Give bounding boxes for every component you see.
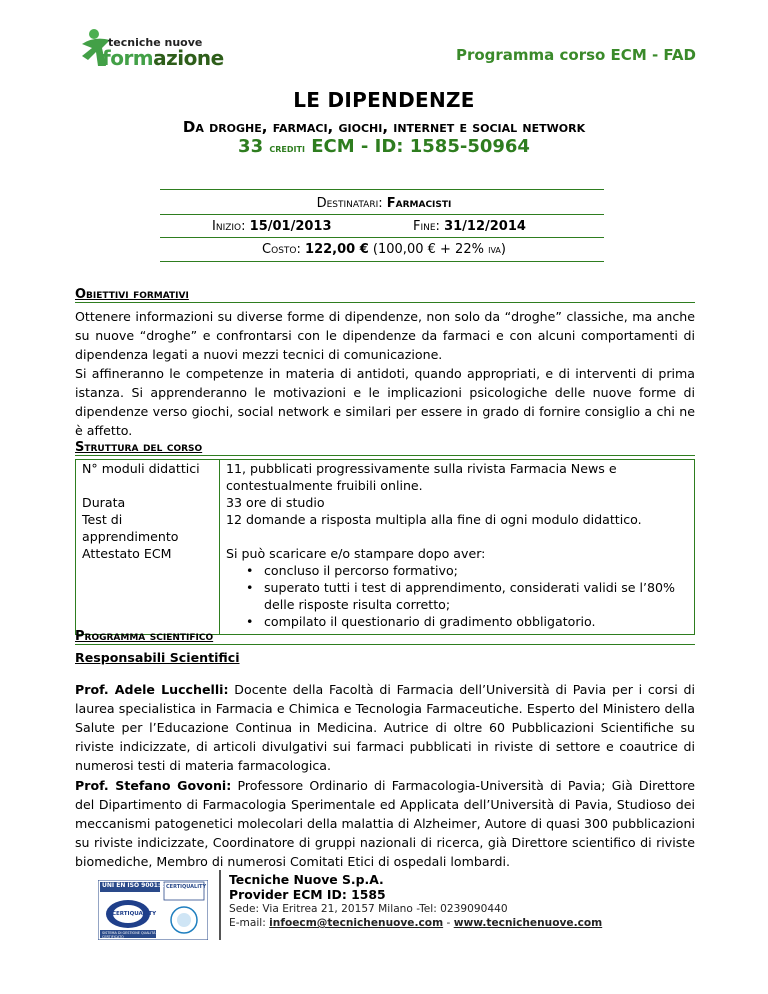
meta-divider-2 <box>160 237 604 238</box>
credits-id: ECM - ID: 1585-50964 <box>311 136 530 157</box>
row-value: 12 domande a risposta multipla alla fine di ogni modulo didattico. <box>220 511 695 545</box>
obiettivi-heading: Obiettivi formativi <box>75 287 189 302</box>
inizio-line <box>212 219 332 234</box>
bullet-icon: • <box>246 563 254 578</box>
list-item: • superato tutti i test di apprendimento, considerati validi se l’80% delle risposte risulta corretto; <box>246 580 676 612</box>
badge-seal-text: CERTIQUALITY <box>112 911 157 917</box>
company-address: Sede: Via Eritrea 21, 20157 Milano -Tel: 0239090440 <box>229 903 508 915</box>
row-label: Test di apprendimento <box>76 511 220 545</box>
bullet-icon: • <box>246 580 254 595</box>
footer-divider <box>219 870 221 940</box>
person-bio: Docente della Facoltà di Farmacia dell’Università di Pavia per i corsi di laurea specialistica in Farmacia e Chimica e Tecnologia Farmaceutiche. Esperto del Ministero della Salute per l’Educazione Continua in Medicina. Autrice di oltre 60 Pubblicazioni Scientifiche su riviste indicizzate, di articoli divulgativi sui farmaci pubblicati in riviste di settore e coautrice di numerosi testi di materia farmacologica. <box>75 682 695 773</box>
costo-label: Costo: <box>262 242 301 257</box>
destinatari-value: Farmacisti <box>386 196 452 211</box>
certification-badge <box>98 880 208 940</box>
table-row <box>76 460 695 495</box>
footer-company-info <box>229 872 602 930</box>
credits-number: 33 <box>238 136 264 157</box>
bio-stefano <box>75 776 695 871</box>
logo-azione: azione <box>153 46 224 70</box>
badge-bottom-text: SISTEMA DI GESTIONE QUALITÀ CERTIFICATO <box>102 931 156 939</box>
credits-word: crediti <box>269 141 305 155</box>
costo-detail: (100,00 € + 22% iva) <box>372 242 506 257</box>
row-label: N° moduli didattici <box>76 460 220 495</box>
badge-iso: UNI EN ISO 9001:2008 <box>102 882 177 889</box>
row-value: 33 ore di studio <box>220 494 695 511</box>
fine-value: 31/12/2014 <box>444 219 526 234</box>
provider-id: Provider ECM ID: 1585 <box>229 887 386 902</box>
bullet-icon: • <box>246 614 254 629</box>
person-bio: Professore Ordinario di Farmacologia-Università di Pavia; Già Direttore del Dipartimento di Farmacologia Sperimentale ed Applicata dell’Università di Pavia, Studioso dei meccanismi patogenetici molecolari della malattia di Alzheimer, Autore di quasi 300 pubblicazioni su riviste indicizzate, Coordinatore di gruppi nazionali di ricerca, già Direttore scientifico di riviste biomediche, Membro di numerosi Comitati Etici di ospedali lombardi. <box>75 778 695 869</box>
list-item: • compilato il questionario di gradimento obbligatorio. <box>246 614 596 629</box>
obiettivi-p1: Ottenere informazioni su diverse forme di dipendenze, non solo da “droghe” classiche, ma anche su nuove “droghe” e confrontarsi con le dipendenze da farmaci e con alcuni comportamenti di dipendenza legati a nuovi mezzi tecnici di comunicazione. <box>75 309 695 362</box>
responsabili-heading: Responsabili Scientifici <box>75 650 240 665</box>
logo-form: form <box>102 46 154 70</box>
obiettivi-p2: Si affineranno le competenze in materia di antidoti, quando appropriati, e di interventi di prima istanza. Si apprenderanno le motivazioni e le implicazioni psicologiche delle nuove forme di dipendenze verso giochi, social network e similari per essere in grado di fornire consiglio a chi ne è affetto. <box>75 366 695 438</box>
meta-divider-1 <box>160 214 604 215</box>
destinatari-line <box>0 196 768 211</box>
row-label: Attestato ECM <box>76 545 220 635</box>
bio-adele <box>75 680 695 775</box>
row-value-attestato <box>220 545 695 635</box>
contact-separator: - <box>446 917 451 929</box>
programma-rule <box>75 644 695 645</box>
contact-line <box>229 916 602 930</box>
list-item: • concluso il percorso formativo; <box>246 563 458 578</box>
page-subtitle: Da droghe, farmaci, giochi, internet e social network <box>182 118 586 136</box>
person-name: Prof. Stefano Govoni: <box>75 778 232 793</box>
destinatari-label: Destinatari: <box>316 196 383 211</box>
row-value: 11, pubblicati progressivamente sulla rivista Farmacia News e contestualmente fruibili online. <box>220 460 695 495</box>
logo-line1: tecniche nuove <box>108 36 203 49</box>
person-name: Prof. Adele Lucchelli: <box>75 682 229 697</box>
obiettivi-text <box>75 307 695 440</box>
table-row <box>76 494 695 511</box>
struttura-rule <box>75 455 695 456</box>
company-name: Tecniche Nuove S.p.A. <box>229 872 384 887</box>
costo-value: 122,00 € <box>305 242 369 257</box>
tecniche-nuove-formazione-logo <box>80 26 230 76</box>
obiettivi-rule <box>75 302 695 303</box>
row-label: Durata <box>76 494 220 511</box>
programma-heading: Programma scientifico <box>75 629 214 644</box>
inizio-value: 15/01/2013 <box>249 219 332 234</box>
costo-line <box>0 242 768 257</box>
inizio-label: Inizio: <box>212 219 246 234</box>
meta-divider-bottom <box>160 261 604 262</box>
credits-line <box>0 136 768 157</box>
email-link[interactable]: infoecm@tecnichenuove.com <box>269 917 444 929</box>
struttura-heading: Struttura del corso <box>75 440 203 455</box>
badge-certiquality-top: CERTIQUALITY <box>166 884 207 890</box>
program-label: Programma corso ECM - FAD <box>455 46 696 64</box>
website-link[interactable]: www.tecnichenuove.com <box>453 917 603 929</box>
logo-line2 <box>102 46 224 70</box>
table-row <box>76 511 695 545</box>
page-title: LE DIPENDENZE <box>293 88 475 112</box>
attestato-intro: Si può scaricare e/o stampare dopo aver: <box>226 546 486 561</box>
table-row <box>76 545 695 635</box>
fine-label: Fine: <box>413 219 440 234</box>
struttura-table <box>75 459 695 635</box>
email-label: E-mail: <box>229 917 266 929</box>
meta-divider-top <box>160 189 604 190</box>
fine-line <box>413 219 526 234</box>
